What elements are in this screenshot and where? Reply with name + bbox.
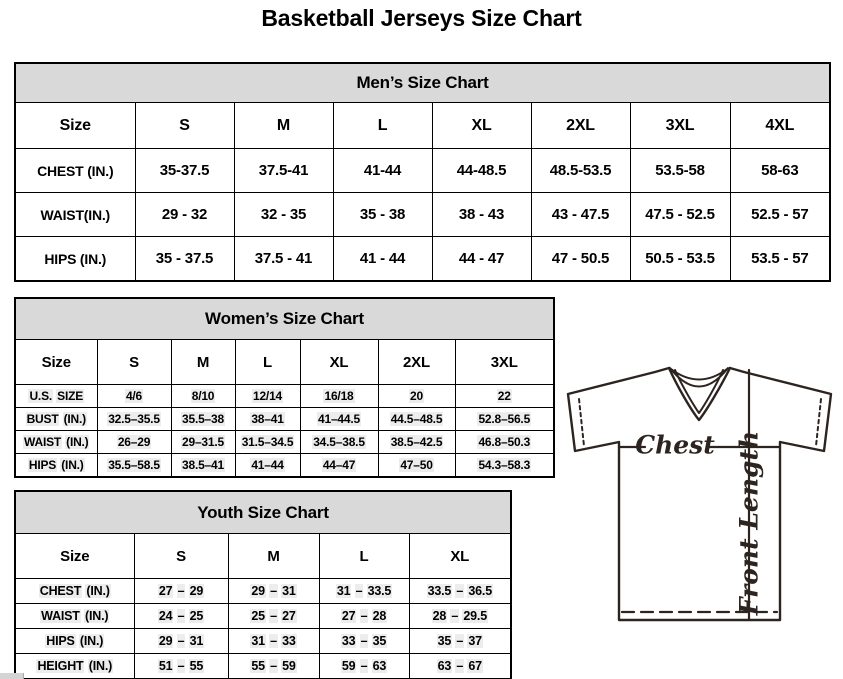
youth-size-table — [14, 490, 512, 679]
value-cell: 4/6 — [97, 385, 171, 408]
table-row — [15, 431, 554, 454]
value-cell: 44-48.5 — [432, 149, 531, 193]
row-label-cell: CHEST (IN.) — [15, 149, 135, 193]
value-cell: 54.3–58.3 — [455, 454, 554, 478]
size-col-header: L — [333, 103, 432, 149]
value-cell: 38–41 — [235, 408, 300, 431]
value-cell: 25 – 27 — [228, 604, 319, 629]
value-cell: 38.5–41 — [171, 454, 235, 478]
value-cell: 34.5–38.5 — [300, 431, 378, 454]
value-cell: 53.5-58 — [630, 149, 730, 193]
size-col-header: 3XL — [630, 103, 730, 149]
row-label-cell: CHEST (IN.) — [15, 579, 134, 604]
value-cell: 31 – 33.5 — [319, 579, 409, 604]
value-cell: 32.5–35.5 — [97, 408, 171, 431]
value-cell: 41–44 — [235, 454, 300, 478]
table-row — [15, 604, 511, 629]
size-col-header: 4XL — [730, 103, 830, 149]
size-col-header: S — [134, 534, 228, 579]
value-cell: 41–44.5 — [300, 408, 378, 431]
size-col-header: XL — [432, 103, 531, 149]
jersey-outline — [568, 368, 831, 620]
size-col-header: M — [234, 103, 333, 149]
row-label-cell: U.S. SIZE — [15, 385, 97, 408]
table-row — [15, 385, 554, 408]
value-cell: 37.5 - 41 — [234, 237, 333, 282]
value-cell: 41 - 44 — [333, 237, 432, 282]
size-col-header: L — [319, 534, 409, 579]
table-row — [15, 193, 830, 237]
womens-size-table — [14, 297, 555, 478]
value-cell: 47 - 50.5 — [531, 237, 630, 282]
table-row — [15, 149, 830, 193]
right-cuff-dashed-line — [816, 399, 821, 446]
womens-table-title: Women’s Size Chart — [15, 298, 554, 340]
size-label-cell: Size — [15, 340, 97, 385]
size-col-header: 3XL — [455, 340, 554, 385]
value-cell: 52.8–56.5 — [455, 408, 554, 431]
value-cell: 29 – 31 — [134, 629, 228, 654]
table-row — [15, 408, 554, 431]
youth-table-title: Youth Size Chart — [15, 491, 511, 534]
value-cell: 35 - 38 — [333, 193, 432, 237]
value-cell: 38.5–42.5 — [378, 431, 455, 454]
value-cell: 26–29 — [97, 431, 171, 454]
value-cell: 22 — [455, 385, 554, 408]
value-cell: 27 – 28 — [319, 604, 409, 629]
value-cell: 52.5 - 57 — [730, 193, 830, 237]
value-cell: 27 – 29 — [134, 579, 228, 604]
table-row — [15, 579, 511, 604]
page-title: Basketball Jerseys Size Chart — [261, 5, 582, 31]
size-col-header: S — [135, 103, 234, 149]
row-label-cell: WAIST (IN.) — [15, 431, 97, 454]
table-row — [15, 454, 554, 478]
size-col-header: L — [235, 340, 300, 385]
value-cell: 35 – 37 — [409, 629, 511, 654]
value-cell: 58-63 — [730, 149, 830, 193]
size-col-header: S — [97, 340, 171, 385]
value-cell: 31 – 33 — [228, 629, 319, 654]
value-cell: 38 - 43 — [432, 193, 531, 237]
value-cell: 44 - 47 — [432, 237, 531, 282]
value-cell: 16/18 — [300, 385, 378, 408]
size-col-header: XL — [409, 534, 511, 579]
scrollbar-fragment[interactable] — [0, 673, 24, 679]
row-label-cell: BUST (IN.) — [15, 408, 97, 431]
collar-seam-arc-bottom — [670, 368, 728, 387]
jersey-measurement-diagram — [558, 356, 843, 633]
value-cell: 31.5–34.5 — [235, 431, 300, 454]
size-col-header: 2XL — [378, 340, 455, 385]
value-cell: 47–50 — [378, 454, 455, 478]
value-cell: 24 – 25 — [134, 604, 228, 629]
size-col-header: M — [171, 340, 235, 385]
value-cell: 20 — [378, 385, 455, 408]
value-cell: 35.5–38 — [171, 408, 235, 431]
value-cell: 43 - 47.5 — [531, 193, 630, 237]
size-col-header: M — [228, 534, 319, 579]
value-cell: 41-44 — [333, 149, 432, 193]
value-cell: 29 – 31 — [228, 579, 319, 604]
value-cell: 33 – 35 — [319, 629, 409, 654]
table-row — [15, 237, 830, 282]
value-cell: 48.5-53.5 — [531, 149, 630, 193]
size-label-cell: Size — [15, 534, 134, 579]
value-cell: 44–47 — [300, 454, 378, 478]
row-label-cell: HIPS (IN.) — [15, 237, 135, 282]
value-cell: 29 - 32 — [135, 193, 234, 237]
value-cell: 55 – 59 — [228, 654, 319, 679]
row-label-cell: HEIGHT (IN.) — [15, 654, 134, 679]
value-cell: 47.5 - 52.5 — [630, 193, 730, 237]
value-cell: 29–31.5 — [171, 431, 235, 454]
value-cell: 63 – 67 — [409, 654, 511, 679]
size-col-header: 2XL — [531, 103, 630, 149]
value-cell: 59 – 63 — [319, 654, 409, 679]
value-cell: 35-37.5 — [135, 149, 234, 193]
value-cell: 53.5 - 57 — [730, 237, 830, 282]
value-cell: 35.5–58.5 — [97, 454, 171, 478]
front-length-label: Front Length — [734, 430, 764, 616]
mens-table-title: Men’s Size Chart — [15, 63, 830, 103]
table-row — [15, 629, 511, 654]
value-cell: 35 - 37.5 — [135, 237, 234, 282]
chest-label: Chest — [635, 430, 715, 460]
value-cell: 8/10 — [171, 385, 235, 408]
value-cell: 51 – 55 — [134, 654, 228, 679]
row-label-cell: HIPS (IN.) — [15, 629, 134, 654]
value-cell: 46.8–50.3 — [455, 431, 554, 454]
row-label-cell: WAIST(IN.) — [15, 193, 135, 237]
value-cell: 12/14 — [235, 385, 300, 408]
size-label-cell: Size — [15, 103, 135, 149]
value-cell: 28 – 29.5 — [409, 604, 511, 629]
value-cell: 32 - 35 — [234, 193, 333, 237]
mens-size-table — [14, 62, 831, 282]
value-cell: 44.5–48.5 — [378, 408, 455, 431]
size-col-header: XL — [300, 340, 378, 385]
value-cell: 37.5-41 — [234, 149, 333, 193]
row-label-cell: WAIST (IN.) — [15, 604, 134, 629]
value-cell: 50.5 - 53.5 — [630, 237, 730, 282]
table-row — [15, 654, 511, 679]
row-label-cell: HIPS (IN.) — [15, 454, 97, 478]
left-cuff-dashed-line — [579, 399, 584, 446]
value-cell: 33.5 – 36.5 — [409, 579, 511, 604]
